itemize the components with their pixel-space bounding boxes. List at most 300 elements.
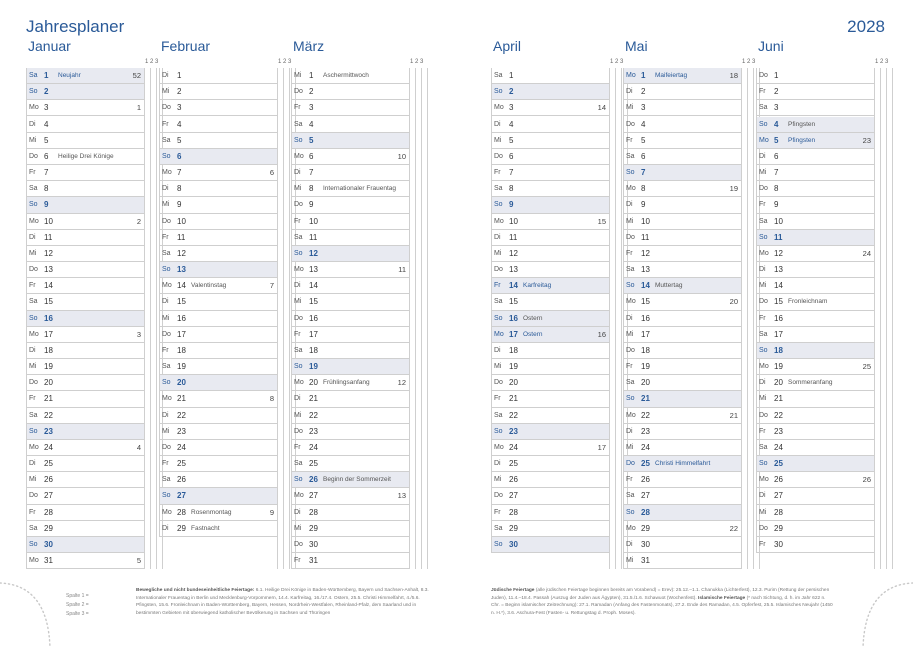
day-row[interactable] [159,391,277,407]
day-row[interactable] [159,100,277,116]
day-row[interactable] [756,375,874,391]
day-row[interactable] [623,521,741,537]
day-row[interactable] [756,278,874,294]
day-row[interactable] [623,246,741,262]
day-row[interactable] [756,100,874,116]
day-row[interactable] [291,165,409,181]
weekday-label: Mi [626,557,634,565]
day-number: 8 [641,184,646,194]
weekday-label: Mi [494,363,502,371]
day-number: 27 [44,491,53,501]
day-row[interactable] [159,343,277,359]
day-row[interactable] [291,214,409,230]
weekday-label: So [626,395,635,403]
day-number: 4 [309,119,314,129]
day-row[interactable] [159,149,277,165]
day-row[interactable] [26,262,144,278]
day-row[interactable] [291,181,409,197]
day-row[interactable] [26,100,144,116]
day-row[interactable] [26,488,144,504]
day-row[interactable] [291,391,409,407]
day-row[interactable] [623,262,741,278]
day-number: 19 [509,362,518,372]
day-number: 1 [641,71,646,80]
day-row[interactable] [756,521,874,537]
day-number: 20 [44,378,53,388]
day-row[interactable] [623,230,741,246]
day-row[interactable] [291,440,409,456]
day-row[interactable] [491,375,609,391]
day-row[interactable] [26,375,144,391]
day-row[interactable] [291,294,409,310]
day-row[interactable] [159,456,277,472]
weekday-label: Di [494,120,501,128]
day-row[interactable] [491,100,609,116]
day-row[interactable] [291,246,409,262]
week-number: 21 [729,410,738,420]
day-row[interactable] [756,262,874,278]
day-row[interactable] [159,165,277,181]
day-row[interactable] [26,521,144,537]
day-row[interactable] [491,391,609,407]
weekday-label: Fr [626,136,633,144]
day-row[interactable] [756,117,874,133]
day-number: 1 [44,71,49,80]
day-row[interactable] [26,149,144,165]
weekday-label: Sa [29,524,38,532]
holiday-label: Aschermittwoch [323,72,369,79]
weekday-label: Mo [294,492,304,500]
grid-line [615,68,616,569]
day-number: 18 [641,345,650,355]
weekday-label: Mo [294,266,304,274]
day-number: 28 [774,507,783,517]
day-row[interactable] [291,278,409,294]
day-row[interactable] [26,230,144,246]
day-row[interactable] [756,359,874,375]
day-number: 14 [309,281,318,291]
day-row[interactable] [623,327,741,343]
day-row[interactable] [291,100,409,116]
weekday-label: Mo [494,443,504,451]
day-row[interactable] [756,149,874,165]
day-row[interactable] [491,181,609,197]
weekday-label: Do [162,330,171,338]
day-number: 31 [309,556,318,566]
weekday-label: Sa [29,185,38,193]
day-row[interactable] [26,246,144,262]
day-row[interactable] [26,391,144,407]
day-row[interactable] [159,327,277,343]
day-row[interactable] [291,537,409,553]
day-row[interactable] [159,117,277,133]
weekday-label: Sa [29,298,38,306]
holiday-label: Frühlingsanfang [323,379,370,387]
weekday-label: Fr [29,395,36,403]
day-row[interactable] [291,488,409,504]
day-row[interactable] [491,133,609,149]
grid-line [753,68,754,569]
grid-line [886,68,887,569]
grid-line [621,68,622,569]
day-row[interactable] [491,456,609,472]
day-row[interactable] [623,343,741,359]
day-row[interactable] [756,246,874,262]
day-number: 10 [641,216,650,226]
day-row[interactable] [26,359,144,375]
day-number: 10 [309,216,318,226]
day-row[interactable] [291,230,409,246]
week-number: 20 [729,297,738,307]
week-number: 6 [269,168,274,178]
day-row[interactable] [491,424,609,440]
day-number: 29 [774,523,783,533]
day-row[interactable] [291,117,409,133]
weekday-label: Fr [29,508,36,516]
day-row[interactable] [756,165,874,181]
footnote-text-jewish: (alle jüdischen Feiertage beginnen bereits am Vorabend) = Erev): 25.12.–1.1. Chanukka (Lichterfest), 12.3. Purim (Rettung der persischen Juden), 11.4.–18.4. Passah (Auszug der Juden aus Ägypten), 31.5./1.6. Schawuot (Wochenfest). [491,588,830,601]
holiday-label: Pfingsten [788,136,816,144]
grid-line [26,68,27,569]
day-row[interactable] [623,505,741,521]
day-row[interactable] [623,278,741,294]
day-number: 25 [44,459,53,469]
column-legend [66,592,89,619]
day-row[interactable] [159,214,277,230]
weekday-label: Fr [294,557,301,565]
day-row[interactable] [159,472,277,488]
day-row[interactable] [26,472,144,488]
column-numbers: 1 2 3 [145,59,159,65]
day-row[interactable] [756,472,874,488]
day-row[interactable] [491,488,609,504]
day-row[interactable] [291,505,409,521]
day-row[interactable] [491,294,609,310]
day-row[interactable] [159,278,277,294]
day-row[interactable] [756,537,874,553]
weekday-label: So [29,201,38,209]
day-row[interactable] [26,181,144,197]
day-row[interactable] [26,505,144,521]
day-row[interactable] [159,181,277,197]
day-row[interactable] [291,472,409,488]
day-row[interactable] [159,84,277,100]
column-numbers: 1 2 3 [610,59,624,65]
day-row[interactable] [491,408,609,424]
day-row[interactable] [26,133,144,149]
day-number: 7 [509,168,514,178]
day-row[interactable] [491,505,609,521]
day-row[interactable] [623,488,741,504]
day-row[interactable] [26,343,144,359]
day-number: 26 [44,475,53,485]
weekday-label: Sa [294,120,303,128]
day-row[interactable] [623,68,741,84]
day-row[interactable] [159,488,277,504]
day-row[interactable] [623,391,741,407]
day-row[interactable] [159,440,277,456]
day-row[interactable] [623,408,741,424]
day-row[interactable] [491,537,609,553]
day-row[interactable] [159,133,277,149]
day-number: 25 [774,459,783,469]
day-row[interactable] [291,424,409,440]
weekday-label: So [626,282,635,290]
day-row[interactable] [291,149,409,165]
day-row[interactable] [756,214,874,230]
day-row[interactable] [756,456,874,472]
day-number: 22 [177,410,186,420]
footnote-text: 6.1. Heilige Drei Könige in Baden-Württemberg, Bayern und Sachsen-Anhalt, 8.3. Internationaler Frauentag in Berlin und Mecklenburg-Vorpommern, 14.4. Karfreitag, 16./17.4. Ostern, 25.5. Christi Himmelfahrt, 4./5.6. Pfingsten, 15.6. Fronleichnam in Baden-Württemberg, Bayern, Hessen, Nordrhein-Westfalen, Rheinland-Pfalz, dem Saarland und in bestimmten Gebieten mit überwiegend katholischer Bevölkerung in Sachsen und Thüringen [136,588,429,616]
weekday-label: So [494,427,503,435]
day-row[interactable] [26,214,144,230]
weekday-label: Mi [294,185,302,193]
weekday-label: Sa [759,104,768,112]
day-row[interactable] [159,230,277,246]
day-row[interactable] [291,521,409,537]
day-number: 13 [177,265,186,275]
day-row[interactable] [623,359,741,375]
day-row[interactable] [756,133,874,149]
weekday-label: Do [294,201,303,209]
day-row[interactable] [291,262,409,278]
day-row[interactable] [159,311,277,327]
day-row[interactable] [291,84,409,100]
day-row[interactable] [491,165,609,181]
day-row[interactable] [291,197,409,213]
day-row[interactable] [291,68,409,84]
day-number: 4 [641,119,646,129]
day-number: 28 [509,507,518,517]
column-numbers: 1 2 3 [742,59,756,65]
day-number: 22 [774,410,783,420]
day-row[interactable] [756,294,874,310]
day-row[interactable] [291,456,409,472]
day-number: 19 [309,362,318,372]
day-row[interactable] [26,117,144,133]
weekday-label: Fr [626,249,633,257]
day-number: 1 [309,71,314,80]
day-row[interactable] [623,165,741,181]
day-row[interactable] [491,214,609,230]
day-row[interactable] [291,133,409,149]
week-number: 11 [398,265,406,275]
day-row[interactable] [623,149,741,165]
grid-line [756,68,757,553]
day-row[interactable] [491,117,609,133]
day-row[interactable] [491,359,609,375]
day-row[interactable] [756,230,874,246]
weekday-label: Mi [494,476,502,484]
day-row[interactable] [623,117,741,133]
day-number: 12 [774,248,783,258]
weekday-label: Do [162,443,171,451]
day-row[interactable] [26,456,144,472]
day-row[interactable] [26,553,144,569]
day-row[interactable] [26,440,144,456]
day-row[interactable] [491,311,609,327]
day-row[interactable] [491,246,609,262]
day-number: 10 [177,216,186,226]
weekday-label: Do [626,120,635,128]
day-number: 27 [309,491,318,501]
day-row[interactable] [491,197,609,213]
weekday-label: So [294,476,303,484]
day-row[interactable] [756,408,874,424]
day-row[interactable] [623,214,741,230]
day-row[interactable] [159,424,277,440]
day-row[interactable] [26,197,144,213]
day-row[interactable] [756,84,874,100]
day-number: 18 [177,345,186,355]
weekday-label: So [759,233,768,241]
day-number: 2 [774,87,779,97]
day-row[interactable] [623,197,741,213]
day-number: 4 [774,119,779,129]
day-number: 21 [177,394,186,404]
day-row[interactable] [623,472,741,488]
day-row[interactable] [159,68,277,84]
day-row[interactable] [756,505,874,521]
day-row[interactable] [26,408,144,424]
day-row[interactable] [26,424,144,440]
weekday-label: So [759,346,768,354]
day-row[interactable] [756,343,874,359]
day-row[interactable] [756,488,874,504]
day-row[interactable] [623,553,741,569]
day-row[interactable] [491,149,609,165]
weekday-label: Mo [162,282,172,290]
day-row[interactable] [26,327,144,343]
weekday-label: Sa [162,136,171,144]
day-row[interactable] [491,278,609,294]
day-row[interactable] [26,311,144,327]
week-number: 10 [397,151,406,161]
weekday-label: Di [29,346,36,354]
day-row[interactable] [623,181,741,197]
day-row[interactable] [756,424,874,440]
day-row[interactable] [26,294,144,310]
week-number: 26 [862,475,871,485]
day-number: 7 [774,168,779,178]
day-row[interactable] [26,68,144,84]
day-row[interactable] [491,68,609,84]
day-row[interactable] [291,327,409,343]
weekday-label: Mo [29,557,39,565]
day-row[interactable] [623,133,741,149]
day-row[interactable] [159,294,277,310]
day-row[interactable] [26,537,144,553]
day-number: 5 [509,135,514,145]
day-row[interactable] [491,84,609,100]
day-row[interactable] [159,246,277,262]
weekday-label: Fr [29,282,36,290]
day-row[interactable] [623,84,741,100]
day-row[interactable] [159,408,277,424]
day-row[interactable] [291,408,409,424]
day-row[interactable] [491,327,609,343]
weekday-label: Sa [162,363,171,371]
weekday-label: Mo [29,330,39,338]
weekday-label: Sa [759,330,768,338]
weekday-label: So [494,314,503,322]
day-row[interactable] [623,537,741,553]
day-number: 1 [177,71,182,80]
day-row[interactable] [623,311,741,327]
day-row[interactable] [491,230,609,246]
day-row[interactable] [491,521,609,537]
day-row[interactable] [756,181,874,197]
day-row[interactable] [756,440,874,456]
day-row[interactable] [291,311,409,327]
day-row[interactable] [491,472,609,488]
day-row[interactable] [756,391,874,407]
week-number: 9 [269,507,274,517]
weekday-label: Di [626,201,633,209]
week-number: 7 [269,281,274,291]
day-row[interactable] [26,84,144,100]
day-row[interactable] [756,311,874,327]
weekday-label: Mo [494,104,504,112]
day-row[interactable] [623,424,741,440]
weekday-label: Do [29,379,38,387]
weekday-label: Mo [494,330,504,338]
day-row[interactable] [756,197,874,213]
day-row[interactable] [26,278,144,294]
day-row[interactable] [26,165,144,181]
day-row[interactable] [159,262,277,278]
grid-line [291,68,292,569]
grid-line [491,68,492,553]
day-row[interactable] [291,375,409,391]
weekday-label: Do [29,152,38,160]
day-row[interactable] [623,456,741,472]
day-row[interactable] [159,197,277,213]
day-row[interactable] [159,521,277,537]
day-row[interactable] [159,505,277,521]
day-row[interactable] [623,375,741,391]
day-row[interactable] [159,359,277,375]
day-row[interactable] [491,343,609,359]
day-row[interactable] [756,327,874,343]
day-row[interactable] [159,375,277,391]
weekday-label: Sa [494,72,503,79]
weekday-label: So [29,427,38,435]
day-row[interactable] [291,359,409,375]
day-number: 26 [509,475,518,485]
weekday-label: Do [759,185,768,193]
weekday-label: Di [294,395,301,403]
weekday-label: Mo [162,169,172,177]
day-number: 29 [641,523,650,533]
weekday-label: Do [759,72,768,79]
day-row[interactable] [756,68,874,84]
day-number: 12 [641,248,650,258]
day-row[interactable] [623,100,741,116]
day-number: 2 [641,87,646,97]
day-row[interactable] [291,553,409,569]
month-name: Januar [28,38,71,54]
day-row[interactable] [623,294,741,310]
weekday-label: Di [29,233,36,241]
day-row[interactable] [291,343,409,359]
day-row[interactable] [623,440,741,456]
day-row[interactable] [491,440,609,456]
day-number: 17 [774,329,783,339]
day-row[interactable] [491,262,609,278]
week-number: 14 [597,103,606,113]
day-number: 14 [44,281,53,291]
